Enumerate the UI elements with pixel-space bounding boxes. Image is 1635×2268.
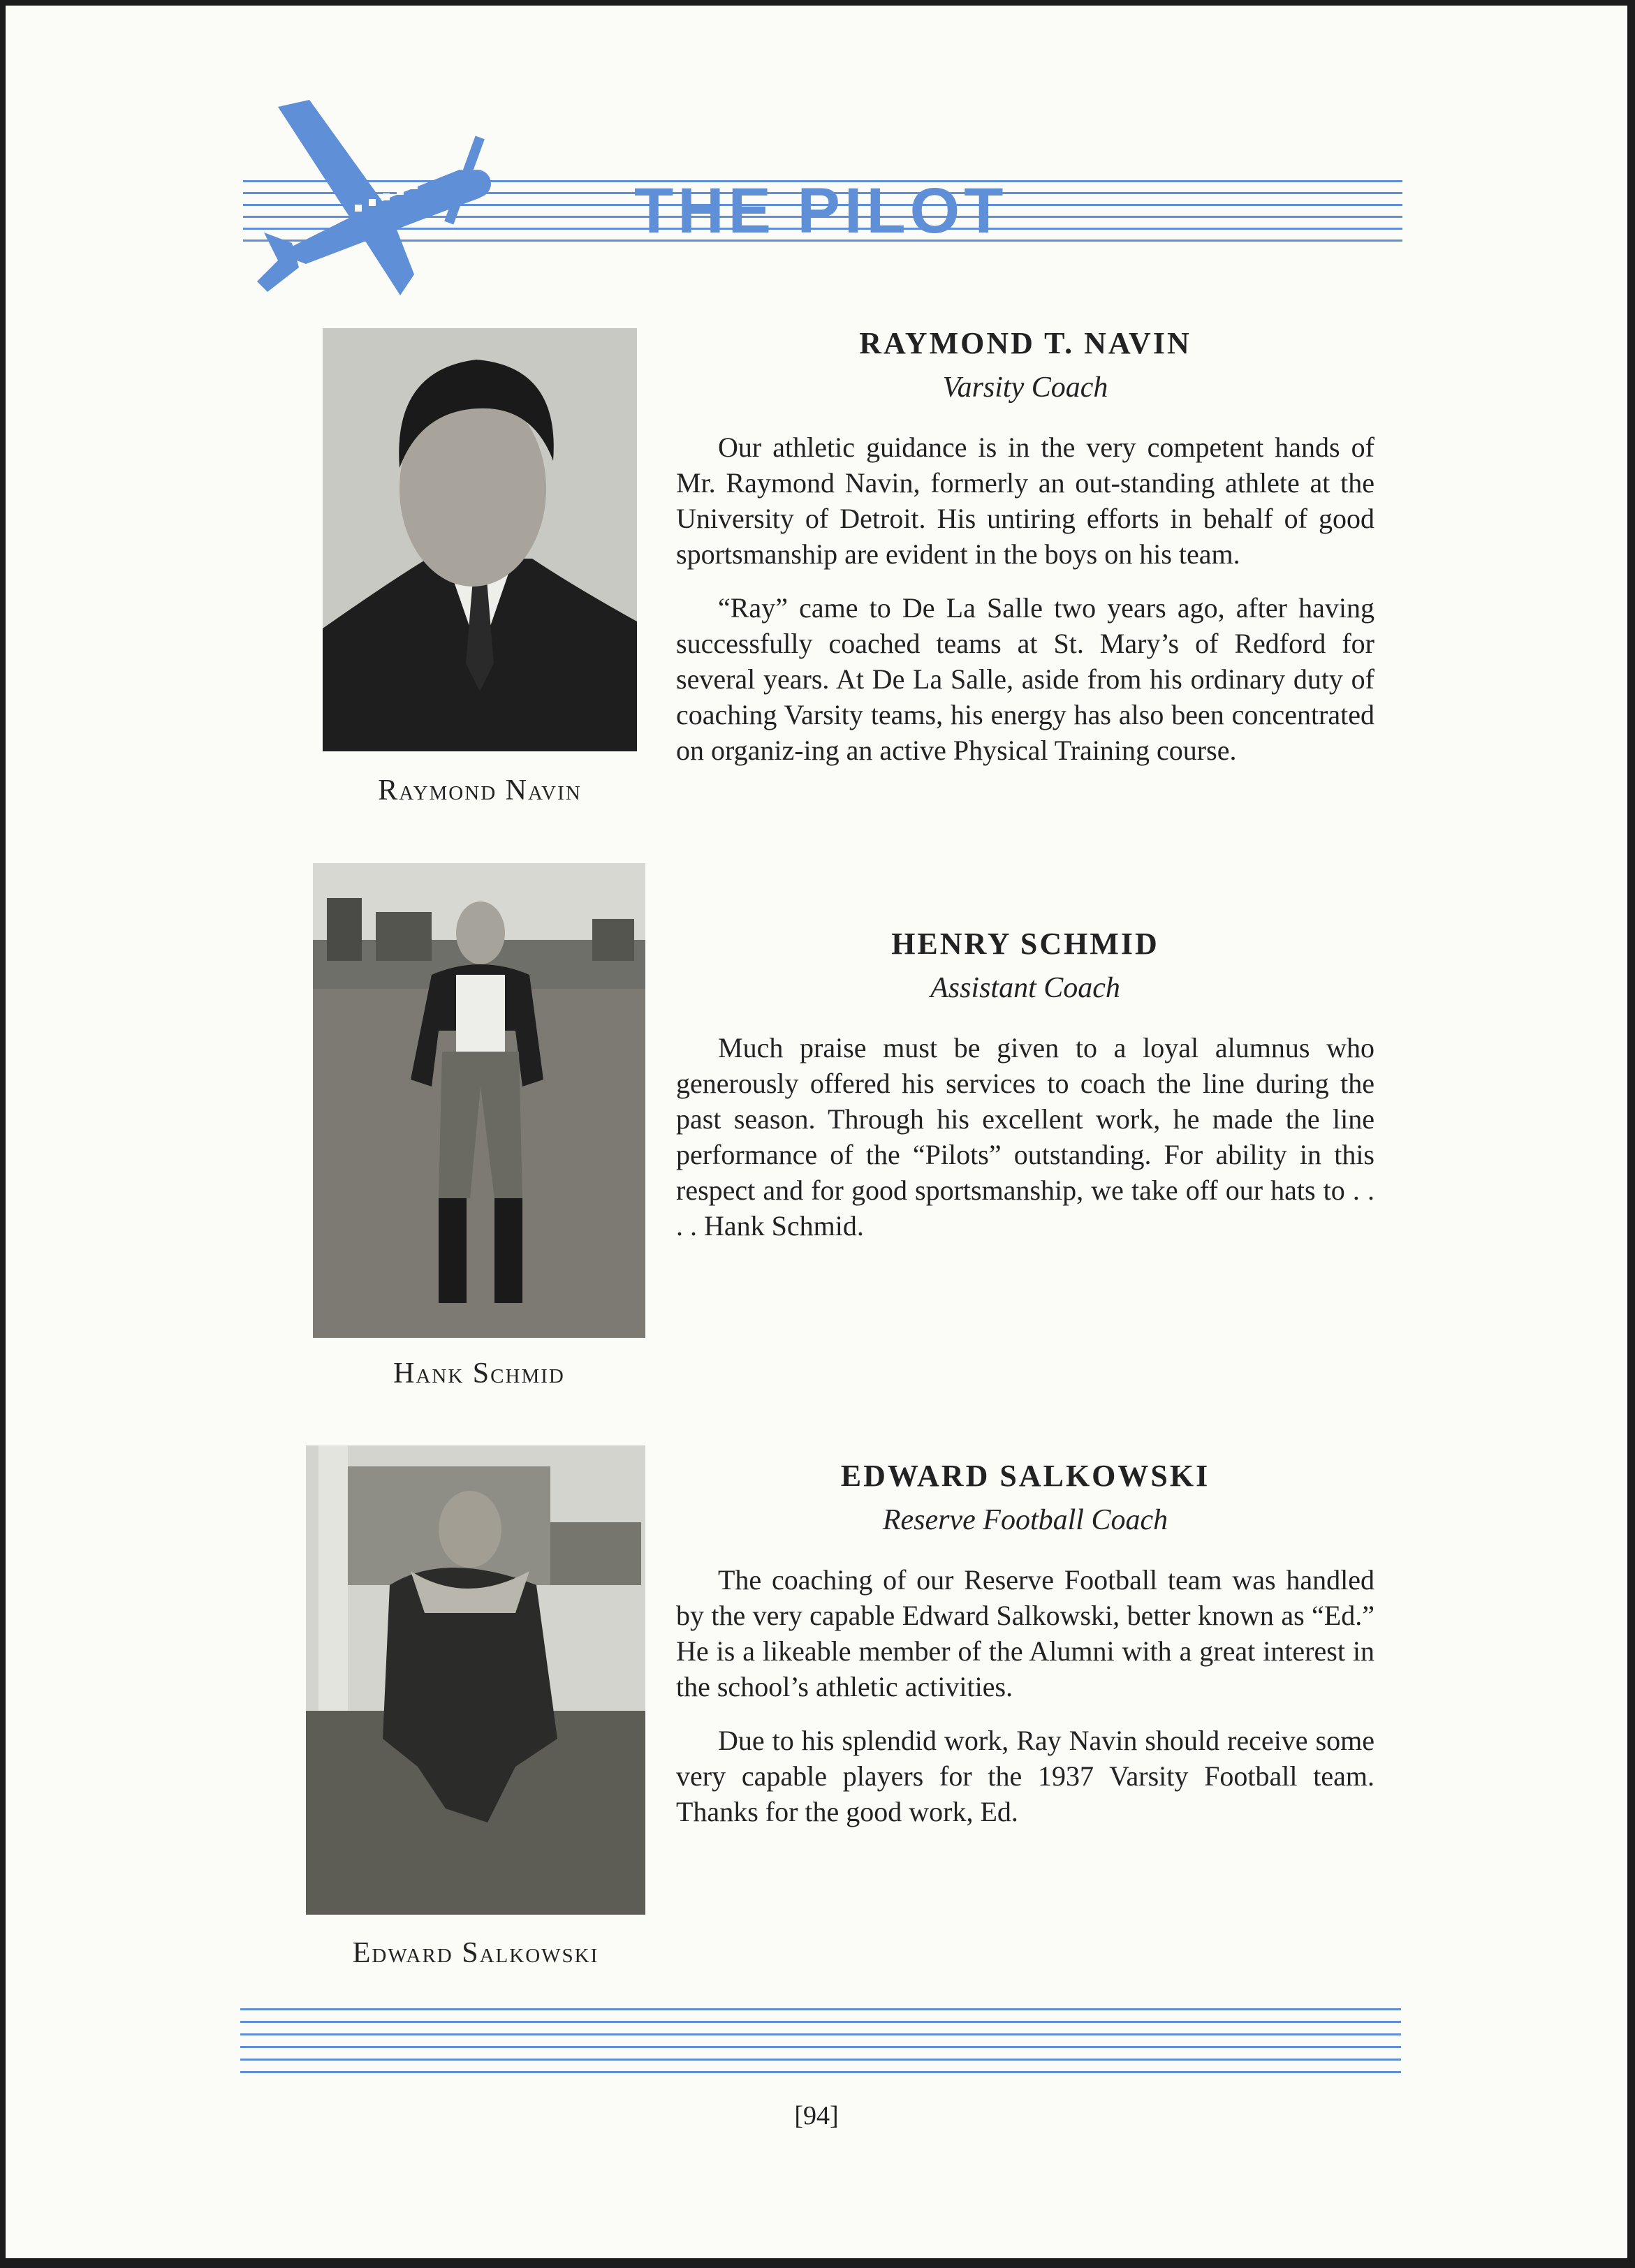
coach-role: Varsity Coach <box>942 371 1108 404</box>
coach-section-salkowski <box>676 1458 1374 1848</box>
paragraph: Our athletic guidance is in the very competent hands of Mr. Raymond Navin, formerly an out-standing athlete at the University of Detroit. His untiring efforts in behalf of good sportsmanship are evident in the boys on his team. <box>676 432 1374 570</box>
coach-name: HENRY SCHMID <box>891 927 1159 961</box>
footer-rule <box>240 2008 1401 2085</box>
photo-hank-schmid <box>313 863 645 1338</box>
coach-section-navin <box>676 325 1374 786</box>
coach-role: Assistant Coach <box>930 972 1120 1004</box>
caption-edward-salkowski: Edward Salkowski <box>352 1937 599 1969</box>
paragraph: Much praise must be given to a loyal alumnus who generously offered his services to coach the line during the past season. Through his excellent work, he made the line performance of the “Pilots” outstanding. For ability in this respect and for good sportsmanship, we take off our hats to . . . . Hank Schmid. <box>676 1032 1374 1242</box>
yearbook-page <box>6 6 1627 2258</box>
airplane-icon <box>250 93 522 302</box>
coach-role: Reserve Football Coach <box>882 1504 1168 1536</box>
paragraph: The coaching of our Reserve Football team was handled by the very capable Edward Salkowski, better known as “Ed.” He is a likeable member of the Alumni with a great interest in the school’s athletic activities. <box>676 1564 1374 1702</box>
caption-hank-schmid: Hank Schmid <box>393 1357 565 1390</box>
coach-name: EDWARD SALKOWSKI <box>840 1459 1210 1493</box>
paragraph: “Ray” came to De La Salle two years ago, after having successfully coached teams at St. Mary’s of Redford for several years. At De La Salle, aside from his ordinary duty of coaching Varsity teams, his energy has also been concentrated on organiz-ing an active Physical Training course. <box>676 592 1374 766</box>
coach-name: RAYMOND T. NAVIN <box>859 326 1192 360</box>
photo-edward-salkowski <box>306 1445 645 1915</box>
caption-raymond-navin: Raymond Navin <box>378 774 582 807</box>
coach-section-schmid <box>676 926 1374 1262</box>
paragraph: Due to his splendid work, Ray Navin should receive some very capable players for the 1937 Varsity Football team. Thanks for the good work, Ed. <box>676 1725 1374 1827</box>
page-title: THE PILOT <box>634 175 1008 246</box>
page-number: [94] <box>794 2101 839 2130</box>
photo-raymond-navin <box>323 328 637 751</box>
